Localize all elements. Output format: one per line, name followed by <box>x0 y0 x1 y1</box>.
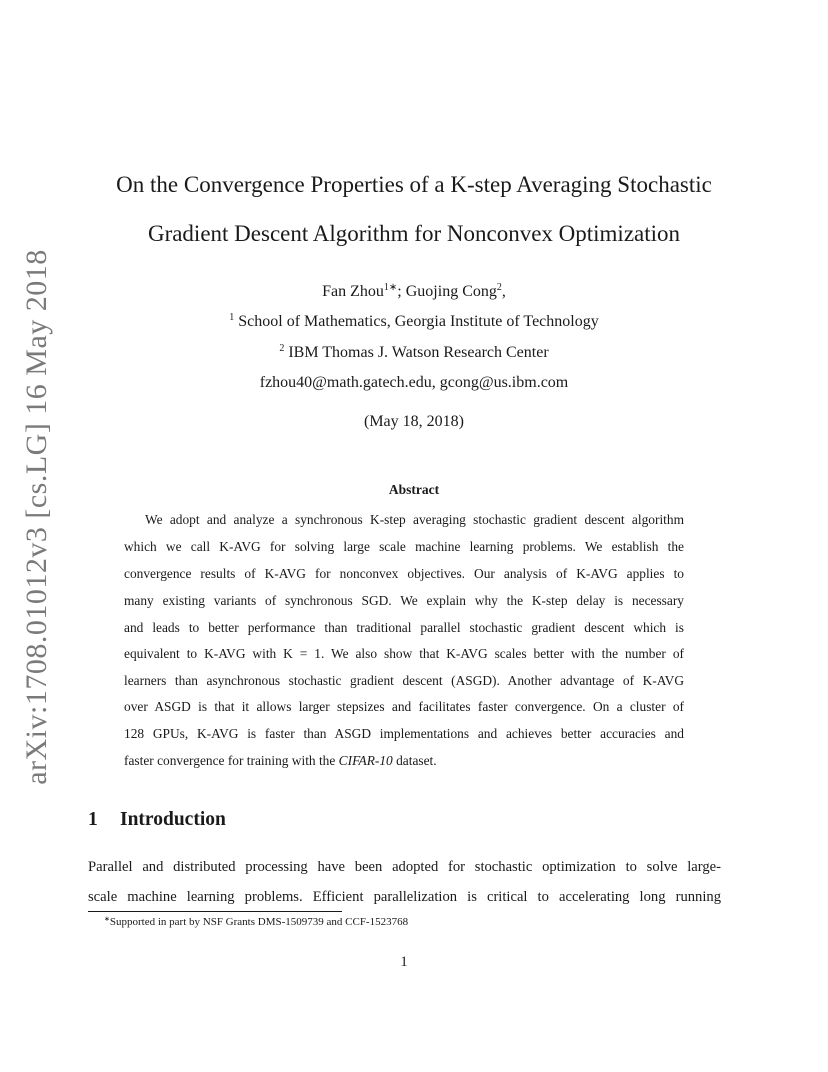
footnote-rule <box>88 911 342 912</box>
dataset-name: CIFAR-10 <box>338 753 393 768</box>
author-affiliation-mark: 2 <box>496 282 502 293</box>
abstract-line: which we call K-AVG for solving large scale machine learning problems. We establish the <box>124 539 684 554</box>
abstract-line <box>124 753 684 769</box>
abstract-line: learners than asynchronous stochastic gradient descent (ASGD). Another advantage of K-AVG <box>124 673 684 688</box>
affiliation <box>100 312 728 331</box>
author-list <box>100 282 728 301</box>
author-name: Fan Zhou <box>322 283 384 300</box>
abstract-line: convergence results of K-AVG for nonconvex objectives. Our analysis of K-AVG applies to <box>124 566 684 581</box>
author-emails[interactable]: fzhou40@math.gatech.edu, gcong@us.ibm.com <box>259 374 569 391</box>
abstract-line: many existing variants of synchronous SGD. We explain why the K-step delay is necessary <box>124 593 684 608</box>
author-separator: ; <box>397 283 406 300</box>
abstract-line: We adopt and analyze a synchronous K-step averaging stochastic gradient descent algorithm <box>145 512 684 527</box>
abstract-last-line-text: faster convergence for training with the <box>124 753 339 768</box>
affiliation-text: IBM Thomas J. Watson Research Center <box>288 344 549 361</box>
section-title: Introduction <box>120 809 226 830</box>
author-affiliation-mark: 1∗ <box>383 282 398 293</box>
abstract-last-line-end: dataset. <box>392 753 437 768</box>
paper-date: (May 18, 2018) <box>364 413 464 430</box>
intro-line: scale machine learning problems. Efficient parallelization is critical to accelerating long running <box>88 889 721 905</box>
abstract-line: and leads to better performance than traditional parallel stochastic gradient descent which is <box>124 620 684 635</box>
section-number: 1 <box>88 809 98 830</box>
page-number: 1 <box>400 954 408 970</box>
intro-line: Parallel and distributed processing have been adopted for stochastic optimization to solve large- <box>88 859 721 875</box>
affiliation <box>100 343 728 362</box>
arxiv-identifier-text: arXiv:1708.01012v3 [cs.LG] 16 May 2018 <box>20 249 53 785</box>
affiliation-mark: 1 <box>229 312 235 323</box>
abstract-line: equivalent to K-AVG with K = 1. We also show that K-AVG scales better with the number of <box>124 646 684 661</box>
author-name: Guojing Cong <box>405 283 497 300</box>
abstract-line: over ASGD is that it allows larger stepsizes and facilitates faster convergence. On a cluster of <box>124 699 684 714</box>
affiliation-text: School of Mathematics, Georgia Institute of Technology <box>238 313 599 330</box>
affiliation-mark: 2 <box>279 343 285 354</box>
author-list-trailing: , <box>501 283 506 300</box>
abstract-heading: Abstract <box>388 482 440 497</box>
paper-title-line-2: Gradient Descent Algorithm for Nonconvex Optimization <box>147 221 681 246</box>
paper-title-line-1: On the Convergence Properties of a K-step Averaging Stochastic <box>116 172 712 197</box>
footnote-text: Supported in part by NSF Grants DMS-1509739 and CCF-1523768 <box>109 916 409 928</box>
abstract-line: 128 GPUs, K-AVG is faster than ASGD implementations and achieves better accuracies and <box>124 726 684 741</box>
footnote <box>104 915 408 928</box>
footnote-mark: ∗ <box>104 915 110 923</box>
